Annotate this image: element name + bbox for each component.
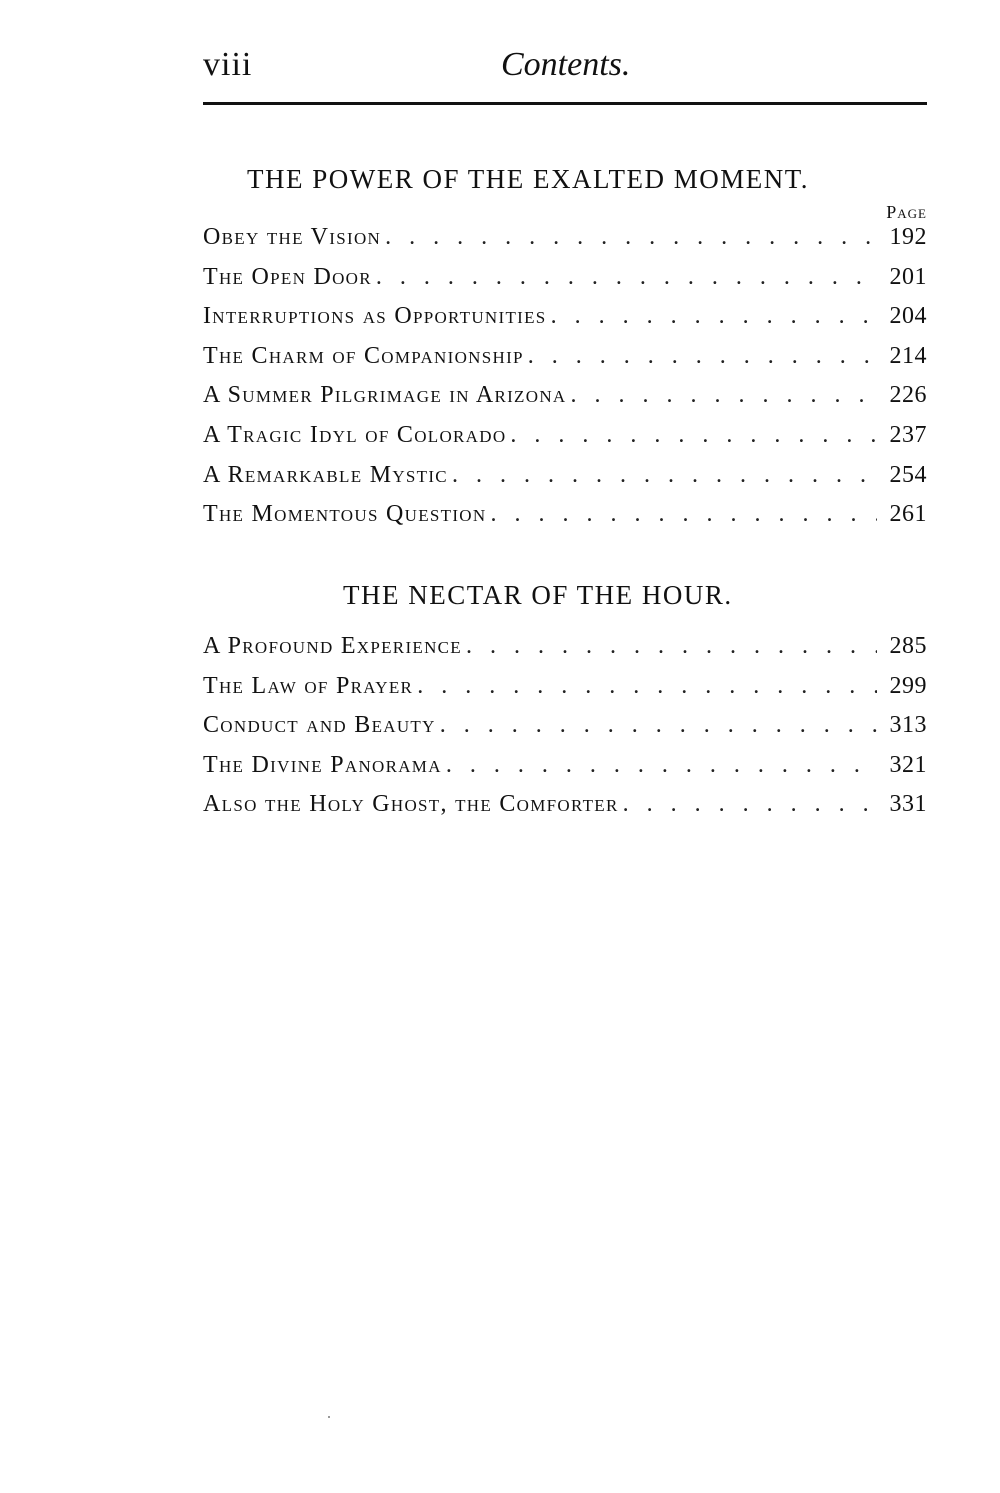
page-folio: viii bbox=[203, 46, 253, 83]
dot-leader bbox=[490, 501, 877, 528]
toc-entry-title: The Momentous Question bbox=[203, 501, 487, 528]
dot-leader bbox=[551, 303, 877, 330]
toc-entry-title: A Remarkable Mystic bbox=[203, 461, 448, 488]
toc-entry-page: 237 bbox=[889, 421, 927, 448]
dot-leader bbox=[510, 422, 877, 449]
toc-entry[interactable] bbox=[203, 752, 927, 792]
dot-leader bbox=[452, 462, 877, 489]
toc-entry-title: Obey the Vision bbox=[203, 224, 382, 250]
toc-entry-page: 331 bbox=[889, 791, 927, 818]
toc-entry-page: 254 bbox=[889, 461, 927, 488]
running-title: Contents. bbox=[501, 46, 631, 83]
dot-leader bbox=[376, 264, 877, 291]
dot-leader bbox=[440, 712, 877, 739]
toc-entry-title: The Open Door bbox=[203, 263, 372, 290]
toc-entry-title: The Divine Panorama bbox=[203, 751, 442, 778]
toc-entry-page: 226 bbox=[889, 382, 927, 409]
dot-leader bbox=[528, 343, 877, 370]
toc-entry[interactable] bbox=[203, 343, 927, 383]
dot-leader bbox=[385, 224, 877, 251]
page-column-label: Page bbox=[886, 202, 927, 222]
toc-entry[interactable] bbox=[203, 264, 927, 304]
toc-entry-page: 285 bbox=[889, 633, 927, 659]
toc-entry-title: A Summer Pilgrimage in Arizona bbox=[203, 382, 567, 409]
toc-entry-title: The Charm of Companionship bbox=[203, 342, 524, 369]
section-heading-nectar-of-hour: THE NECTAR OF THE HOUR. bbox=[343, 580, 733, 610]
header-rule bbox=[203, 102, 927, 105]
toc-entry-page: 214 bbox=[889, 342, 927, 369]
toc-section-nectar-of-hour bbox=[203, 633, 927, 831]
toc-entry[interactable] bbox=[203, 422, 927, 462]
toc-entry-page: 261 bbox=[889, 501, 927, 528]
toc-entry-title: The Law of Prayer bbox=[203, 672, 414, 699]
toc-entry-page: 204 bbox=[889, 303, 927, 330]
toc-entry[interactable] bbox=[203, 501, 927, 541]
running-head bbox=[203, 46, 927, 96]
toc-entry-title: Interruptions as Opportunities bbox=[203, 303, 547, 330]
toc-entry[interactable] bbox=[203, 673, 927, 713]
dot-leader bbox=[466, 633, 877, 660]
toc-entry-title: A Profound Experience bbox=[203, 633, 462, 659]
toc-entry[interactable] bbox=[203, 382, 927, 422]
toc-entry-page: 299 bbox=[889, 672, 927, 699]
toc-section-exalted-moment bbox=[203, 224, 927, 541]
dot-leader bbox=[570, 382, 877, 409]
toc-entry-title: Also the Holy Ghost, the Comforter bbox=[203, 791, 619, 818]
toc-entry[interactable] bbox=[203, 462, 927, 502]
section-heading-exalted-moment: THE POWER OF THE EXALTED MOMENT. bbox=[247, 164, 809, 194]
toc-entry-page: 192 bbox=[889, 224, 927, 250]
toc-entry[interactable] bbox=[203, 712, 927, 752]
dot-leader bbox=[417, 673, 877, 700]
toc-entry[interactable] bbox=[203, 303, 927, 343]
dot-leader bbox=[446, 752, 877, 779]
toc-entry-title: A Tragic Idyl of Colorado bbox=[203, 421, 507, 448]
toc-entry-title: Conduct and Beauty bbox=[203, 712, 436, 739]
toc-entry-page: 313 bbox=[889, 712, 927, 739]
print-speck bbox=[328, 1416, 330, 1418]
toc-entry[interactable] bbox=[203, 633, 927, 673]
toc-entry[interactable] bbox=[203, 791, 927, 831]
toc-entry-page: 321 bbox=[889, 751, 927, 778]
dot-leader bbox=[623, 791, 877, 818]
toc-entry-page: 201 bbox=[889, 263, 927, 290]
toc-entry[interactable] bbox=[203, 224, 927, 264]
